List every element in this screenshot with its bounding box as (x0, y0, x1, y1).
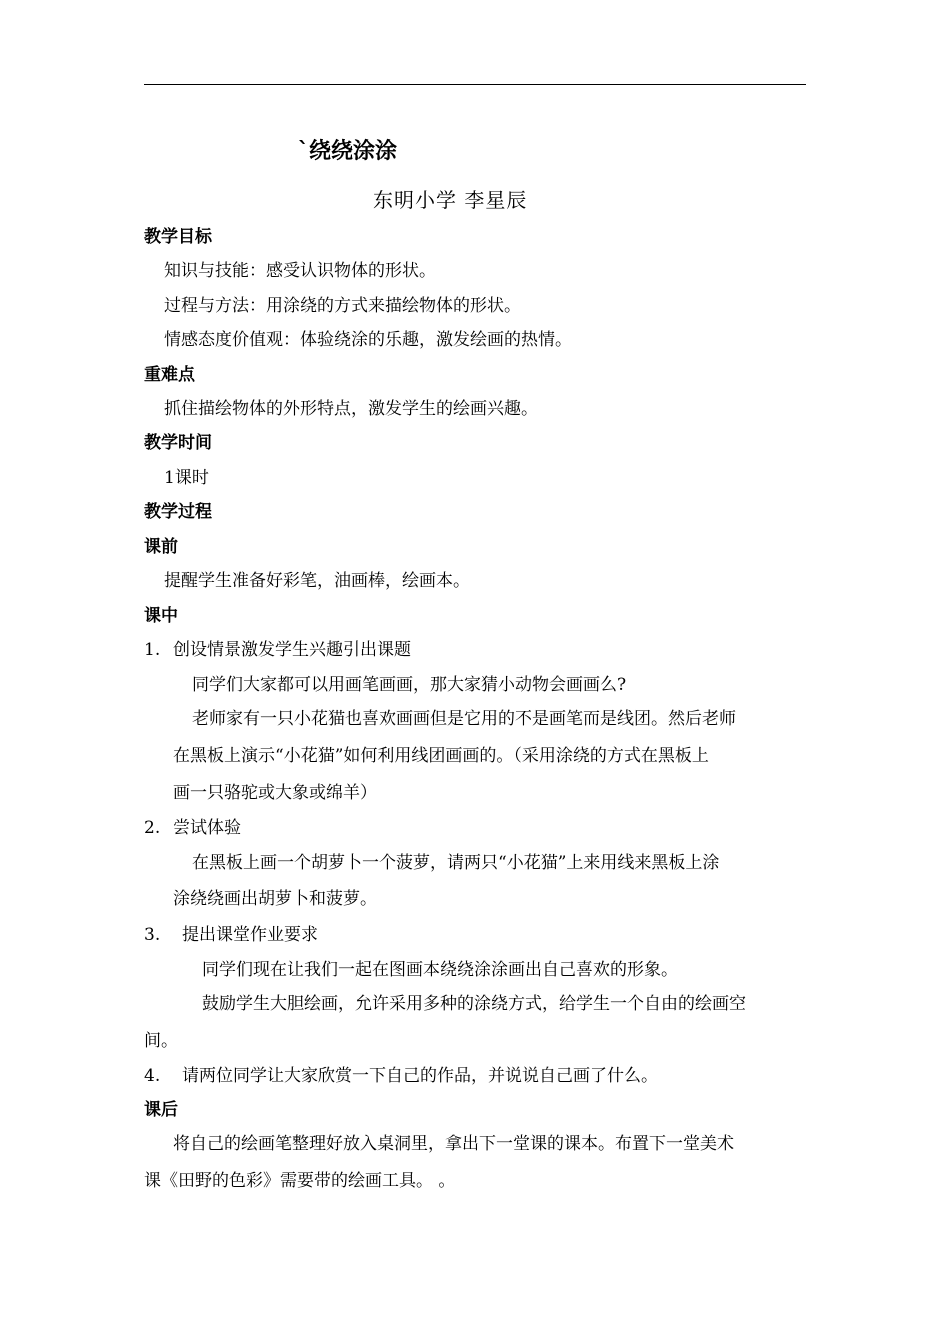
step-4-title: 请两位同学让大家欣赏一下自己的作品，并说说自己画了什么。 (182, 1066, 658, 1086)
step-4-number: 4. (144, 1066, 161, 1086)
step-2-paragraph-line-2: 涂绕绕画出胡萝卜和菠萝。 (173, 889, 377, 909)
step-3-title: 提出课堂作业要求 (182, 925, 318, 945)
heading-before-class: 课前 (144, 537, 178, 557)
time-text: 1课时 (164, 468, 209, 488)
step-2-title: 尝试体验 (173, 818, 241, 838)
header-rule (144, 84, 806, 85)
step-1-paragraph-2-line-1: 老师家有一只小花猫也喜欢画画但是它用的不是画笔而是线团。然后老师 (192, 709, 736, 729)
goal-process: 过程与方法：用涂绕的方式来描绘物体的形状。 (164, 296, 521, 316)
author-line: 东明小学 李星辰 (373, 188, 528, 212)
step-1-number: 1. (144, 640, 161, 660)
step-3-paragraph-2-line-2: 间。 (144, 1031, 178, 1051)
step-1-paragraph-2-line-3: 画一只骆驼或大象或绵羊） (173, 783, 377, 803)
step-1-paragraph-2-line-2: 在黑板上演示“小花猫”如何利用线团画画的。（采用涂绕的方式在黑板上 (173, 746, 709, 766)
heading-goals: 教学目标 (144, 227, 212, 247)
goal-knowledge: 知识与技能：感受认识物体的形状。 (164, 261, 436, 281)
keypoints-text: 抓住描绘物体的外形特点，激发学生的绘画兴趣。 (164, 399, 538, 419)
heading-keypoints: 重难点 (144, 365, 195, 385)
step-1-title: 创设情景激发学生兴趣引出课题 (173, 640, 411, 660)
step-3-number: 3. (144, 925, 161, 945)
heading-time: 教学时间 (144, 433, 212, 453)
step-3-paragraph-1: 同学们现在让我们一起在图画本绕绕涂涂画出自己喜欢的形象。 (202, 960, 678, 980)
step-2-number: 2. (144, 818, 161, 838)
goal-emotion: 情感态度价值观：体验绕涂的乐趣，激发绘画的热情。 (164, 330, 572, 350)
before-class-text: 提醒学生准备好彩笔，油画棒，绘画本。 (164, 571, 470, 591)
heading-during-class: 课中 (144, 606, 178, 626)
heading-process: 教学过程 (144, 502, 212, 522)
step-2-paragraph-line-1: 在黑板上画一个胡萝卜一个菠萝，请两只“小花猫”上来用线来黑板上涂 (192, 853, 720, 873)
heading-after-class: 课后 (144, 1100, 178, 1120)
step-3-paragraph-2-line-1: 鼓励学生大胆绘画，允许采用多种的涂绕方式，给学生一个自由的绘画空 (202, 994, 746, 1014)
step-1-paragraph-1: 同学们大家都可以用画笔画画，那大家猜小动物会画画么? (192, 675, 627, 695)
document-title: `绕绕涂涂 (298, 139, 398, 164)
after-class-line-2: 课《田野的色彩》需要带的绘画工具。 。 (144, 1171, 456, 1191)
after-class-line-1: 将自己的绘画笔整理好放入桌洞里，拿出下一堂课的课本。布置下一堂美术 (173, 1134, 734, 1154)
